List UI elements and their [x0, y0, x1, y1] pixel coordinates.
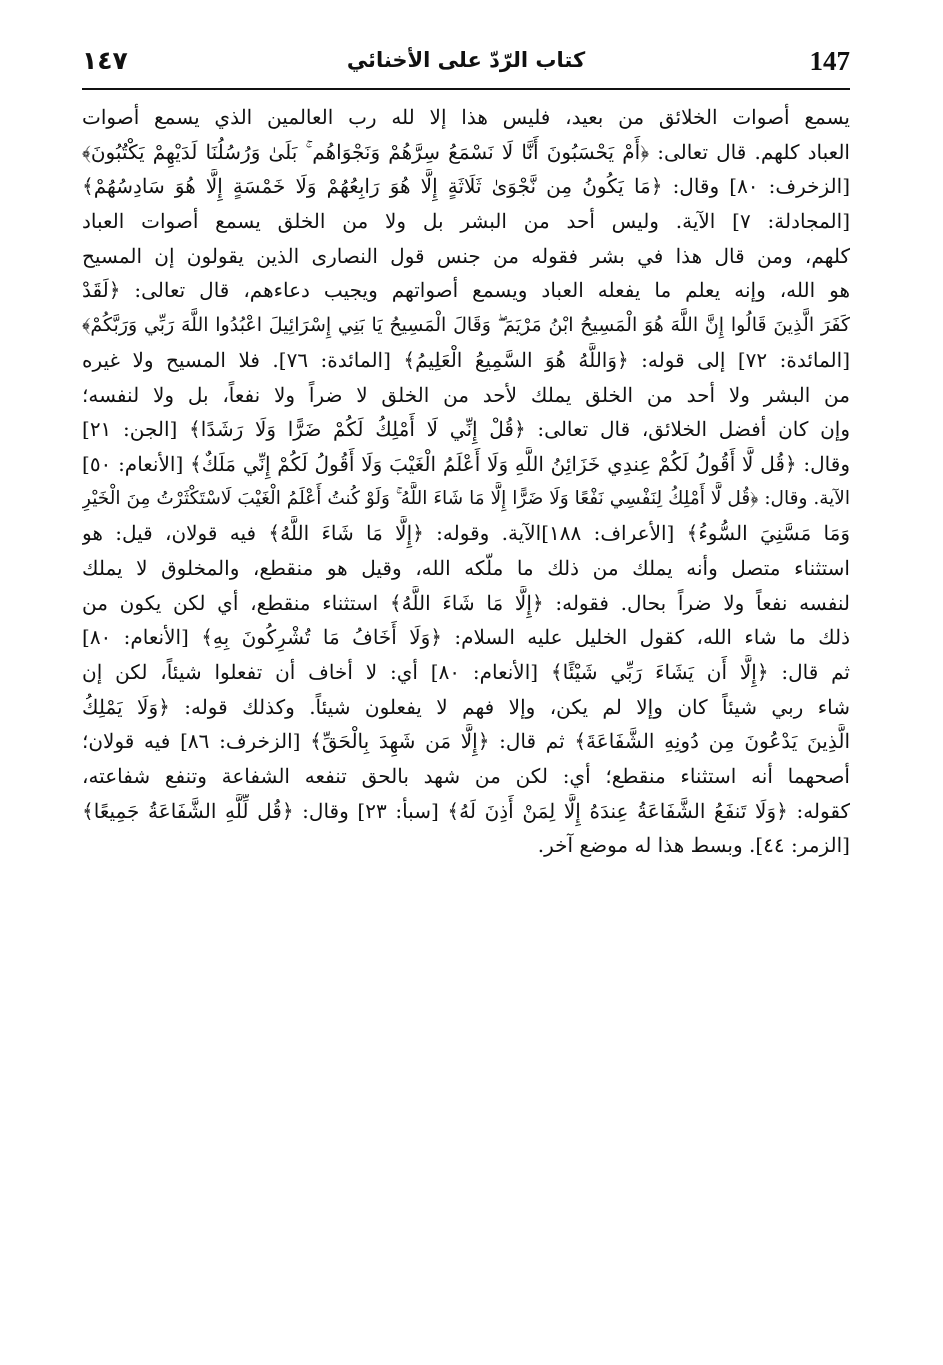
text-line: ثم قال: ﴿إِلَّا أَن يَشَاءَ رَبِّي شَيْئًا﴾ [الأنعام: ٨٠] أي: لا أخاف أن تفعلوا شيئاً، لكن إن	[82, 660, 850, 684]
text-line: يسمع أصوات الخلائق من بعيد، فليس هذا إلا لله رب العالمين الذي يسمع أصوات	[82, 105, 850, 129]
text-line: وَمَا مَسَّنِيَ السُّوءُ﴾ [الأعراف: ١٨٨]الآية. وقوله: ﴿إِلَّا مَا شَاءَ اللَّهُ﴾ فيه قولان، قيل: هو	[82, 521, 850, 546]
text-line: كلهم، ومن قال هذا في بشر فقوله من جنس قول النصارى الذين يقولون إن المسيح	[82, 243, 850, 268]
text-line: العباد كلهم. قال تعالى: ﴿أَمْ يَحْسَبُونَ أَنَّا لَا نَسْمَعُ سِرَّهُمْ وَنَجْوَاهُم ۚ بَلَىٰ وَرُسُلُنَا لَدَيْهِمْ يَكْتُبُونَ﴾	[82, 139, 850, 164]
text-line: لنفسه نفعاً ولا ضراً بحال. فقوله: ﴿إِلَّا مَا شَاءَ اللَّهُ﴾ استثناء منقطع، أي لكن يكون من	[82, 590, 850, 615]
text-line: وإن كان أفضل الخلائق، قال تعالى: ﴿قُلْ إِنِّي لَا أَمْلِكُ لَكُمْ ضَرًّا وَلَا رَشَدًا﴾ [الجن: ٢١]	[82, 417, 850, 442]
page-number-latin: 147	[809, 46, 850, 76]
header-rule	[82, 88, 850, 90]
text-line: هو الله، وإنه يعلم ما يفعله العباد ويسمع أصواتهم ويجيب دعاءهم، قال تعالى: ﴿لَقَدْ	[82, 278, 850, 303]
body-text	[82, 100, 850, 863]
text-line: وقال: ﴿قُل لَّا أَقُولُ لَكُمْ عِندِي خَزَائِنُ اللَّهِ وَلَا أَعْلَمُ الْغَيْبَ وَلَا أَقُولُ لَكُمْ إِنِّي مَلَكٌ﴾ [الأنعام: ٥٠]	[82, 451, 850, 476]
text-line: كقوله: ﴿وَلَا تَنفَعُ الشَّفَاعَةُ عِندَهُ إِلَّا لِمَنْ أَذِنَ لَهُ﴾ [سبأ: ٢٣] وقال: ﴿قُل لِّلَّهِ الشَّفَاعَةُ جَمِيعًا﴾	[82, 798, 850, 823]
text-line: استثناء متصل وأنه يملك من ذلك ما ملّكه الله، وقيل هو منقطع، والمخلوق لا يملك	[82, 555, 850, 580]
text-line: ذلك ما شاء الله، كقول الخليل عليه السلام: ﴿وَلَا أَخَافُ مَا تُشْرِكُونَ بِهِ﴾ [الأنعام: ٨٠]	[82, 625, 850, 650]
page-header	[82, 40, 850, 90]
text-line: الآية. وقال: ﴿قُل لَّا أَمْلِكُ لِنَفْسِي نَفْعًا وَلَا ضَرًّا إِلَّا مَا شَاءَ اللَّهُ ۚ وَلَوْ كُنتُ أَعْلَمُ الْغَيْبَ لَاسْتَكْثَرْتُ مِنَ الْخَيْرِ	[82, 487, 850, 509]
text-line: [المجادلة: ٧] الآية. وليس أحد من البشر بل ولا من الخلق يسمع أصوات العباد	[82, 209, 850, 234]
page-number-arabic: ١٤٧	[82, 46, 128, 75]
text-line: من البشر ولا أحد من الخلق يملك لأحد من الخلق لا ضراً ولا نفعاً، بل ولا لنفسه؛	[82, 382, 850, 407]
text-line: الَّذِينَ يَدْعُونَ مِن دُونِهِ الشَّفَاعَةَ﴾ ثم قال: ﴿إِلَّا مَن شَهِدَ بِالْحَقِّ﴾ [الزخرف: ٨٦] فيه قولان؛	[82, 729, 850, 754]
running-title: كتاب الرّدّ على الأخنائي	[346, 48, 586, 72]
text-line: [الزخرف: ٨٠] وقال: ﴿مَا يَكُونُ مِن نَّجْوَىٰ ثَلَاثَةٍ إِلَّا هُوَ رَابِعُهُمْ وَلَا خَمْسَةٍ إِلَّا هُوَ سَادِسُهُمْ﴾	[82, 174, 850, 199]
text-line: شاء ربي شيئاً كان وإلا لم يكن، وإلا فهم لا يفعلون شيئاً. وكذلك قوله: ﴿وَلَا يَمْلِكُ	[82, 694, 850, 719]
text-line: [الزمر: ٤٤]. وبسط هذا له موضع آخر.	[537, 833, 850, 858]
text-line: [المائدة: ٧٢] إلى قوله: ﴿وَاللَّهُ هُوَ السَّمِيعُ الْعَلِيمُ﴾ [المائدة: ٧٦]. فلا المسيح ولا غيره	[82, 347, 850, 372]
text-line: أصحهما أنه استثناء منقطع؛ أي: لكن من شهد بالحق تنفعه الشفاعة وتنفع شفاعته،	[82, 764, 850, 789]
text-line: كَفَرَ الَّذِينَ قَالُوا إِنَّ اللَّهَ هُوَ الْمَسِيحُ ابْنُ مَرْيَمَ ۖ وَقَالَ الْمَسِيحُ يَا بَنِي إِسْرَائِيلَ اعْبُدُوا اللَّهَ رَبِّي وَرَبَّكُمْ﴾	[82, 314, 850, 337]
